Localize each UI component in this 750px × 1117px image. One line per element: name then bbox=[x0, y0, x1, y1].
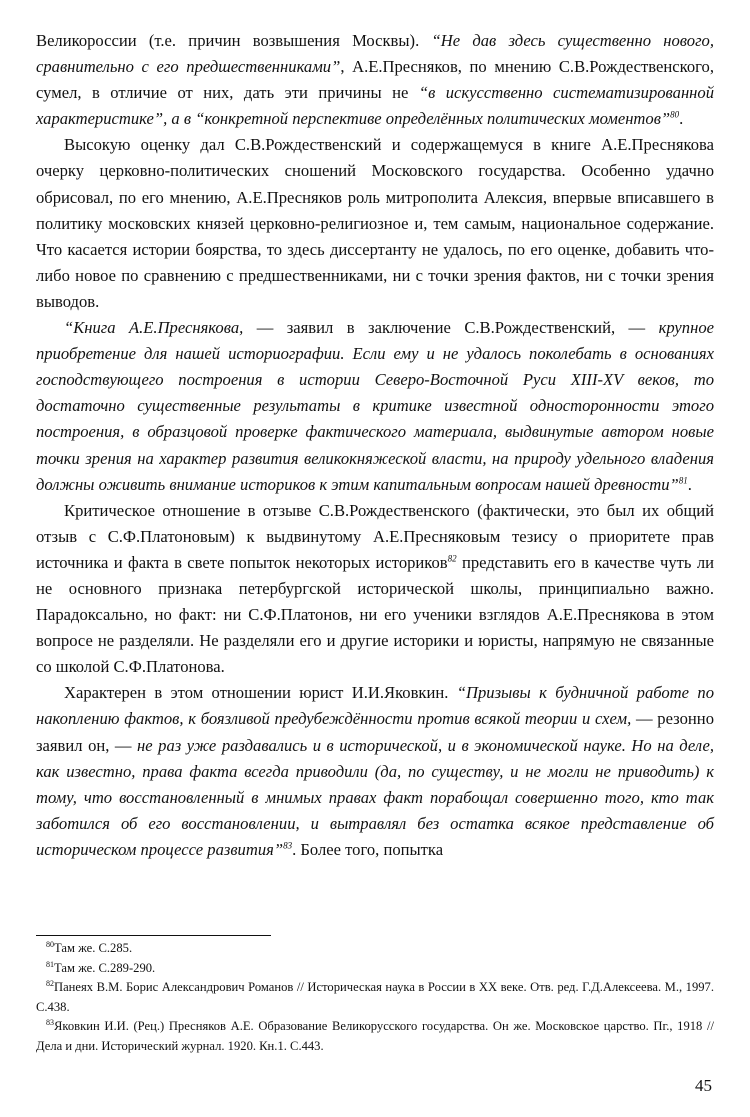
footnote-ref: 83 bbox=[283, 840, 293, 851]
paragraph bbox=[36, 28, 714, 132]
text-run: — резонно заявил он, — bbox=[36, 709, 714, 755]
text-run: Критическое отношение в отзыве С.В.Рождественского (фактически, это был их общий отзыв с С.Ф.Платоновым) к выдвинутому А.Е.Пресняковым тезису о приоритете прав источника и факта в свете попыток некоторых историков bbox=[36, 500, 714, 572]
quote-text: “Призывы к будничной работе по накоплению фактов, к боязливой предубеждённости против всякой теории и схем, bbox=[36, 683, 714, 729]
footnote-text: Там же. С.289-290. bbox=[54, 960, 156, 975]
text-run: . Более того, попытка bbox=[292, 839, 444, 859]
footnote bbox=[36, 939, 714, 959]
footnote-number: 80 bbox=[46, 939, 54, 949]
text-run: Характерен в этом отношении юрист И.И.Яковкин. bbox=[64, 683, 457, 703]
text-run: Великороссии (т.е. причин возвышения Москвы). bbox=[36, 31, 432, 50]
text-run: , А.Е.Пресняков, по мнению С.В.Рождественского, сумел, в отличие от них, дать эти причины не bbox=[36, 57, 714, 103]
footnote-divider bbox=[36, 935, 271, 936]
text-run: — заявил в заключение С.В.Рождественский, — bbox=[243, 318, 659, 338]
footnote-number: 81 bbox=[46, 959, 54, 969]
paragraph bbox=[36, 680, 714, 863]
paragraph bbox=[36, 498, 714, 681]
footnote-ref: 80 bbox=[670, 109, 680, 120]
quote-text: крупное приобретение для нашей историографии. Если ему и не удалось поколебать в основаниях господствующего построения в истории Северо-Восточной Руси XIII-XV веков, то достаточно существенные результаты в критике известной односторонности этого построения, в образцовой проверке фактического материала, выдвинутые автором новые точки зрения на характер развития великокняжеской власти, на природу удельного владения должны оживить внимание историков к этим капитальным вопросам нашей древности” bbox=[36, 318, 714, 494]
footnote-text: Яковкин И.И. (Рец.) Пресняков А.Е. Образование Великорусского государства. Он же. Московское царство. Пг., 1918 // Дела и дни. Исторический журнал. 1920. Кн.1. С.443. bbox=[36, 1019, 714, 1053]
quote-text: не раз уже раздавались и в исторической, и в экономической науке. Но на деле, как известно, права факта всегда приводили (да, по существу, и не могли не приводить) к тому, что восстановленный в мнимых правах факт порабощал совершенно того, кто так заботился об его восстановлении, и вытравлял без остатка всякое представление об историческом процессе развития” bbox=[36, 735, 714, 859]
paragraph bbox=[36, 132, 714, 315]
text-run: . bbox=[687, 474, 692, 494]
quote-text: “в искусственно систематизированной характеристике”, а в “конкретной перспективе определённых политических моментов” bbox=[36, 83, 714, 129]
paragraph bbox=[36, 315, 714, 498]
footnote-ref: 81 bbox=[678, 475, 688, 486]
footnote-text: Панеях В.М. Борис Александрович Романов // Историческая наука в России в XX веке. Отв. ред. Г.Д.Алексеева. М., 1997. С.438. bbox=[36, 980, 714, 1014]
text-run: представить его в качестве чуть ли не основного признака петербургской исторической школы, принципиально важно. Парадоксально, но факт: ни С.Ф.Платонов, ни его ученики взглядов А.Е.Преснякова в этом вопросе не разделяли. Не разделяли его и другие историки и юристы, напрямую не связанные со школой С.Ф.Платонова. bbox=[36, 552, 714, 677]
quote-text: “Не дав здесь существенно нового, сравнительно с его предшественниками” bbox=[36, 31, 715, 77]
footnote-number: 82 bbox=[46, 978, 54, 988]
footnote bbox=[36, 1017, 714, 1056]
footnote bbox=[36, 978, 714, 1017]
page-number: 45 bbox=[695, 1076, 712, 1095]
footnotes bbox=[36, 939, 714, 1056]
text-run: Высокую оценку дал С.В.Рождественский и содержащемуся в книге А.Е.Преснякова очерку церковно-политических сношений Московского государства. Особенно удачно обрисовал, по его мнению, А.Е.Пресняков роль митрополита Алексия, впервые вписавшего в политику московских князей церковно-религиозное и, тем самым, национальное содержание. Что касается истории боярства, то здесь диссертанту не удалось, по его оценке, добавить что-либо новое по сравнению с предшественниками, ни с точки зрения фактов, ни с точки зрения выводов. bbox=[36, 135, 714, 311]
footnote-ref: 82 bbox=[447, 553, 457, 564]
footnote-text: Там же. С.285. bbox=[54, 941, 133, 955]
quote-text: “Книга А.Е.Преснякова, bbox=[64, 318, 244, 338]
footnote-number: 83 bbox=[46, 1017, 54, 1027]
body-text bbox=[36, 28, 714, 863]
text-run: . bbox=[679, 109, 684, 129]
footnote bbox=[36, 959, 714, 979]
